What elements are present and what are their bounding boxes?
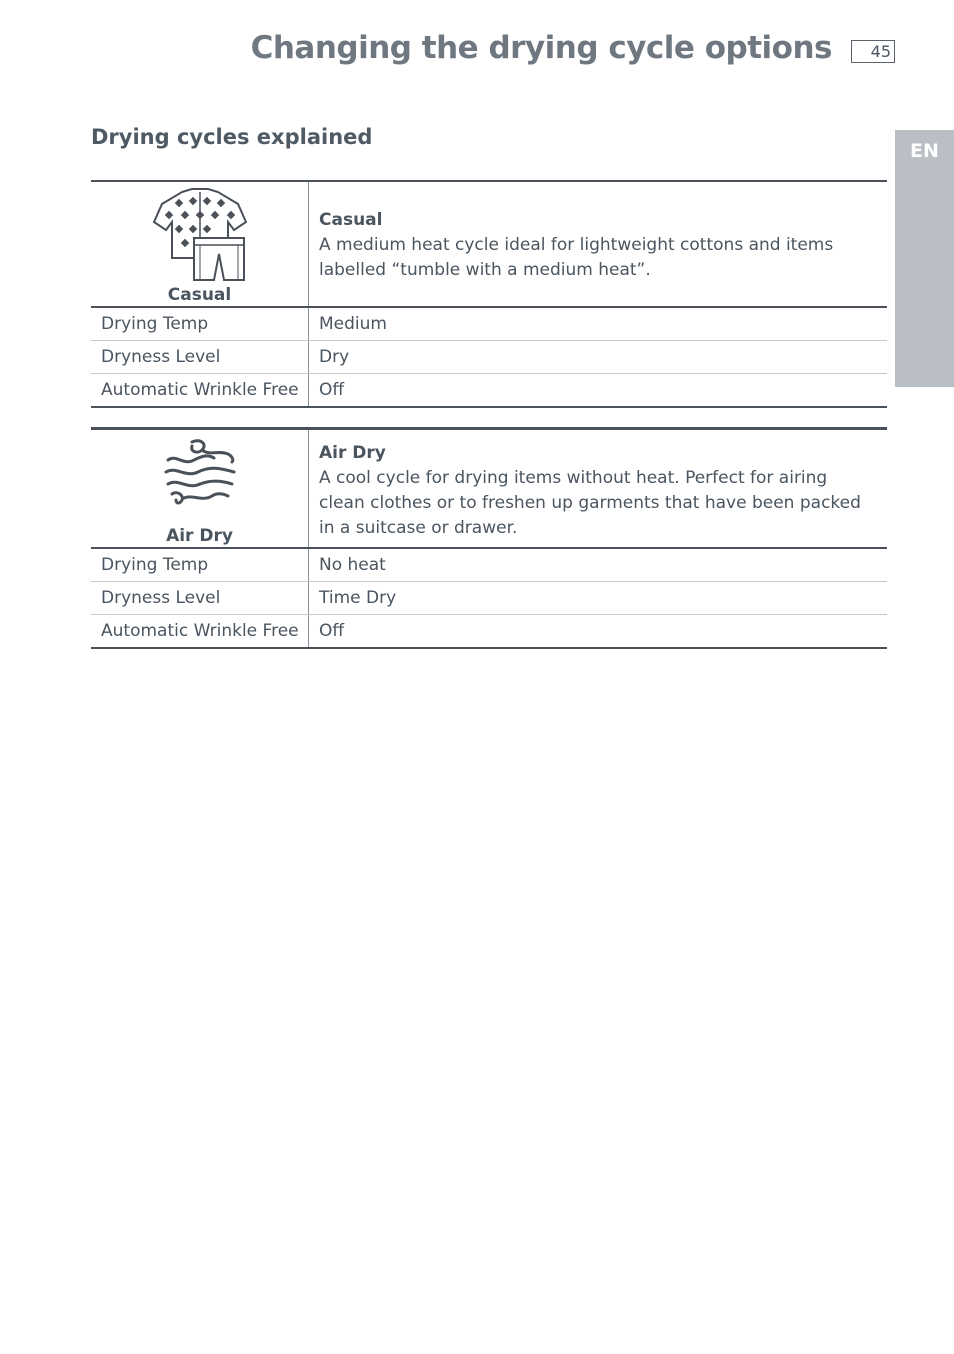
page-number: 45 [851, 40, 895, 63]
table-row [91, 582, 887, 615]
language-tab-label: EN [910, 140, 939, 162]
table-row [91, 615, 887, 647]
cycle-title: Casual [319, 210, 383, 230]
language-tab [895, 130, 954, 387]
cycle-title: Air Dry [319, 443, 386, 463]
table-row [91, 341, 887, 374]
property-value: Off [319, 380, 345, 400]
property-value: Off [319, 621, 345, 641]
air-dry-icon [162, 438, 238, 508]
property-value: No heat [319, 555, 386, 575]
property-label: Dryness Level [91, 582, 309, 614]
cycle-description-cell [309, 430, 887, 547]
cycle-description: A medium heat cycle ideal for lightweight cottons and items labelled “tumble with a medium heat”. [319, 235, 834, 280]
cycle-description-cell [309, 182, 887, 306]
section-heading: Drying cycles explained [91, 125, 373, 149]
property-value: Time Dry [319, 588, 397, 608]
table-row [91, 374, 887, 406]
cycle-table-air-dry [91, 427, 887, 649]
property-label: Dryness Level [91, 341, 309, 373]
cycle-icon-cell [91, 182, 309, 306]
property-value: Dry [319, 347, 350, 367]
cycle-icon-label: Casual [167, 285, 232, 305]
page-title: Changing the drying cycle options [250, 30, 832, 66]
cycle-header-row [91, 182, 887, 308]
property-label: Automatic Wrinkle Free [91, 374, 309, 406]
cycle-icon-cell [91, 430, 309, 547]
casual-clothes-icon [152, 188, 248, 282]
table-row [91, 308, 887, 341]
cycle-table-casual [91, 180, 887, 408]
cycle-description: A cool cycle for drying items without heat. Perfect for airing clean clothes or to freshen up garments that have been packed in a suitcase or drawer. [319, 468, 861, 538]
cycle-icon-label: Air Dry [166, 526, 233, 546]
cycle-header-row [91, 430, 887, 549]
table-row [91, 549, 887, 582]
property-label: Drying Temp [91, 549, 309, 581]
property-label: Drying Temp [91, 308, 309, 340]
property-label: Automatic Wrinkle Free [91, 615, 309, 647]
property-value: Medium [319, 314, 387, 334]
